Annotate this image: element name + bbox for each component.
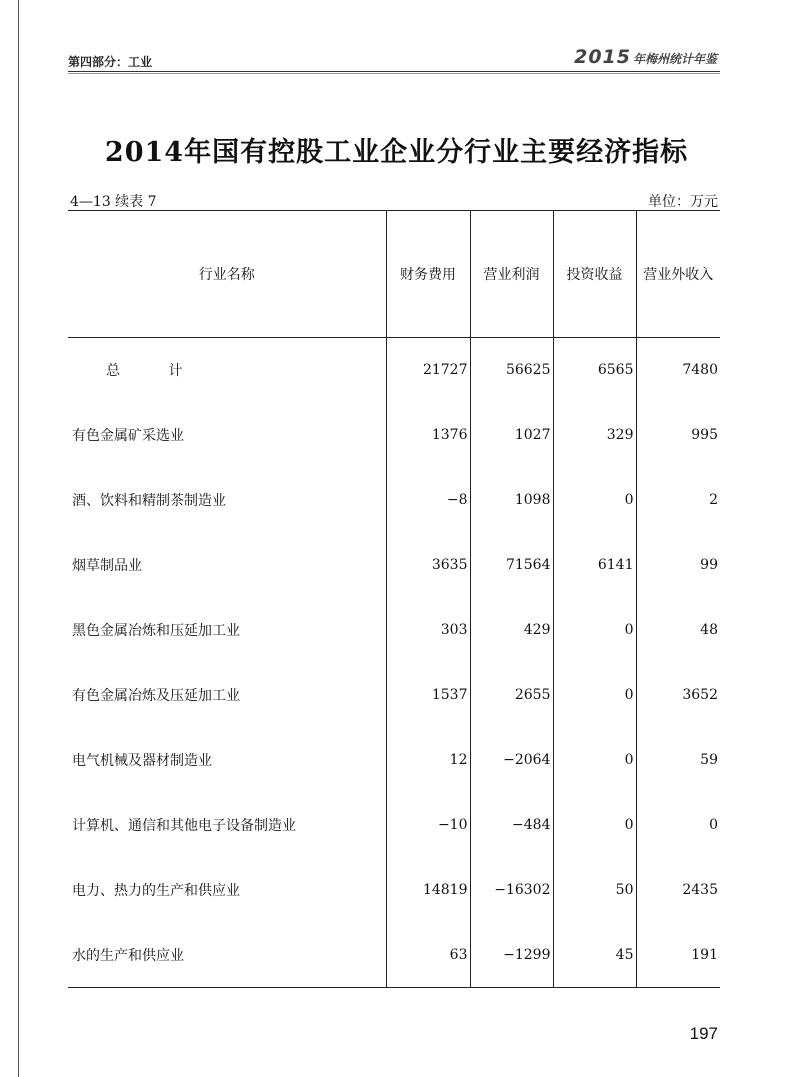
table-cell: 21727: [386, 338, 470, 403]
table-cell: 1376: [386, 403, 470, 468]
table-cell: 2: [636, 468, 720, 533]
table-cell: 1098: [470, 468, 553, 533]
header-rule: [68, 71, 720, 72]
table-row: [68, 663, 720, 728]
table-cell: 3652: [636, 663, 720, 728]
table-cell: 0: [636, 793, 720, 858]
table-cell: 0: [553, 468, 636, 533]
table-cell: 63: [386, 923, 470, 988]
yearbook-name: 年梅州统计年鉴: [632, 52, 717, 66]
table-cell: 0: [553, 793, 636, 858]
table-cell: 7480: [636, 338, 720, 403]
table-row: [68, 858, 720, 923]
table-cell: 0: [553, 728, 636, 793]
page-number: 197: [689, 1024, 718, 1043]
header-rule-thin: [68, 73, 720, 74]
industry-name: 有色金属矿采选业: [72, 428, 184, 444]
table-cell: 50: [553, 858, 636, 923]
table-cell: 56625: [470, 338, 553, 403]
table-cell: 191: [636, 923, 720, 988]
table-row: [68, 923, 720, 988]
table-cell: 1027: [470, 403, 553, 468]
table-cell: 995: [636, 403, 720, 468]
table-cell: 59: [636, 728, 720, 793]
table-row: [68, 793, 720, 858]
table-cell: 71564: [470, 533, 553, 598]
table-cell: 3635: [386, 533, 470, 598]
table-cell: 99: [636, 533, 720, 598]
yearbook-header: [574, 46, 717, 68]
table-cell: −8: [386, 468, 470, 533]
table-cell: 329: [553, 403, 636, 468]
table-cell: −16302: [470, 858, 553, 923]
table-row: [68, 598, 720, 663]
table-cell: 0: [553, 663, 636, 728]
table-row: [68, 403, 720, 468]
table-cell: −484: [470, 793, 553, 858]
col-header-industry: 行业名称: [68, 211, 386, 338]
table-cell: −10: [386, 793, 470, 858]
col-header-financial-expense: 财务费用: [386, 211, 470, 338]
table-header-row: [68, 211, 720, 338]
table-cell: 0: [553, 598, 636, 663]
col-header-operating-profit: 营业利润: [470, 211, 553, 338]
industry-name: 电气机械及器材制造业: [72, 753, 212, 769]
industry-name: 电力、热力的生产和供应业: [72, 883, 240, 899]
table-cell: 1537: [386, 663, 470, 728]
table-cell: −1299: [470, 923, 553, 988]
table-cell: 2435: [636, 858, 720, 923]
industry-name: 烟草制品业: [72, 558, 142, 574]
unit-label: 单位：万元: [648, 194, 718, 210]
table-cell: 45: [553, 923, 636, 988]
col-header-non-operating-income: 营业外收入: [636, 211, 720, 338]
table-row: [68, 728, 720, 793]
page-title: 2014年国有控股工业企业分行业主要经济指标: [104, 137, 689, 168]
table-row-total: [68, 338, 720, 403]
table-cell: 48: [636, 598, 720, 663]
industry-name: 酒、饮料和精制茶制造业: [72, 493, 226, 509]
section-header: 第四部分：工业: [68, 55, 153, 69]
col-header-investment-income: 投资收益: [553, 211, 636, 338]
table-cell: 303: [386, 598, 470, 663]
industry-name: 有色金属冶炼及压延加工业: [72, 688, 240, 704]
yearbook-year: 2015: [574, 46, 631, 68]
industry-name: 水的生产和供应业: [68, 923, 386, 988]
table-row: [68, 533, 720, 598]
industry-name: 计算机、通信和其他电子设备制造业: [72, 818, 296, 834]
total-label: 总 计: [106, 363, 205, 380]
table-cell: −2064: [470, 728, 553, 793]
table-cell: 12: [386, 728, 470, 793]
table-cell: 6565: [553, 338, 636, 403]
table-cell: 429: [470, 598, 553, 663]
table-cell: 2655: [470, 663, 553, 728]
table-cell: 14819: [386, 858, 470, 923]
industry-name: 黑色金属冶炼和压延加工业: [72, 623, 240, 639]
table-row: [68, 468, 720, 533]
table-cell: 6141: [553, 533, 636, 598]
table-number: 4—13 续表 7: [70, 194, 157, 210]
indicator-table: [68, 210, 720, 988]
